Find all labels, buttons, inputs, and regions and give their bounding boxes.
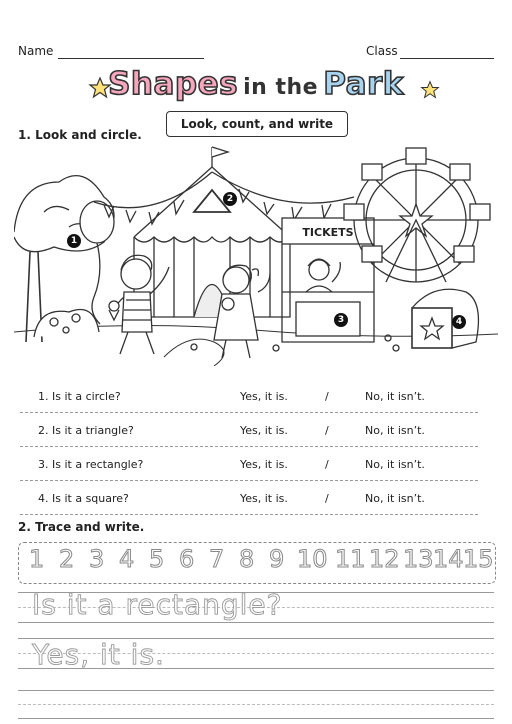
booth-sign: TICKETS: [302, 226, 354, 239]
trace-digit: 7: [209, 545, 225, 573]
trace-digit: 12: [369, 545, 400, 573]
trace-digit: 10: [297, 545, 328, 573]
trace-digit: 2: [59, 545, 75, 573]
name-label: Name: [18, 44, 54, 58]
answer-yes[interactable]: Yes, it is.: [240, 458, 288, 471]
name-line[interactable]: [58, 58, 204, 59]
question-text: Is it a circle?: [52, 390, 121, 403]
trace-digit: 5: [149, 545, 165, 573]
title-word-in-the: in the: [243, 75, 319, 100]
trace-digit: 6: [179, 545, 195, 573]
question-row-1: [20, 384, 478, 413]
answer-yes[interactable]: Yes, it is.: [240, 390, 288, 403]
trace-digit: 3: [89, 545, 105, 573]
question-row-3: [20, 452, 478, 481]
marker-1: 1: [67, 234, 81, 248]
number-trace-box[interactable]: [18, 542, 496, 584]
subtitle: Look, count, and write: [166, 111, 348, 137]
trace-sentence-2[interactable]: Yes, it is.: [32, 638, 165, 671]
marker-3: 3: [334, 313, 348, 327]
question-text: Is it a square?: [52, 492, 129, 505]
page-title: [0, 66, 512, 102]
guide-line-top: [18, 690, 494, 691]
question-row-2: [20, 418, 478, 447]
question-number: 3.: [38, 458, 49, 471]
trace-digit: 8: [239, 545, 255, 573]
section1-title: 1. Look and circle.: [18, 128, 142, 142]
answer-no[interactable]: No, it isn’t.: [365, 390, 425, 403]
answer-no[interactable]: No, it isn’t.: [365, 458, 425, 471]
answer-separator: /: [325, 492, 329, 505]
trace-digit: 9: [269, 545, 285, 573]
park-illustration: [14, 142, 498, 366]
section2-title: 2. Trace and write.: [18, 520, 145, 534]
answer-separator: /: [325, 458, 329, 471]
answer-separator: /: [325, 424, 329, 437]
question-text: Is it a triangle?: [52, 424, 134, 437]
marker-2: 2: [223, 192, 237, 206]
class-label: Class: [366, 44, 398, 58]
trace-digit: 14: [433, 545, 464, 573]
guide-line-base: [18, 622, 494, 623]
question-text: Is it a rectangle?: [52, 458, 144, 471]
question-number: 4.: [38, 492, 49, 505]
answer-yes[interactable]: Yes, it is.: [240, 424, 288, 437]
class-line[interactable]: [400, 58, 494, 59]
answer-yes[interactable]: Yes, it is.: [240, 492, 288, 505]
trace-digit: 1: [29, 545, 45, 573]
question-number: 1.: [38, 390, 49, 403]
answer-separator: /: [325, 390, 329, 403]
trace-digit: 15: [463, 545, 494, 573]
question-row-4: [20, 486, 478, 515]
title-word-shapes: Shapes: [108, 66, 239, 102]
answer-no[interactable]: No, it isn’t.: [365, 492, 425, 505]
marker-4: 4: [452, 315, 466, 329]
trace-digit: 4: [119, 545, 135, 573]
trace-sentence-1[interactable]: Is it a rectangle?: [32, 588, 283, 621]
trace-digit: 11: [335, 545, 366, 573]
answer-no[interactable]: No, it isn’t.: [365, 424, 425, 437]
trace-digit: 13: [403, 545, 434, 573]
title-word-park: Park: [323, 66, 404, 102]
guide-line-base[interactable]: [18, 718, 494, 719]
guide-line-mid: [18, 704, 494, 705]
question-number: 2.: [38, 424, 49, 437]
